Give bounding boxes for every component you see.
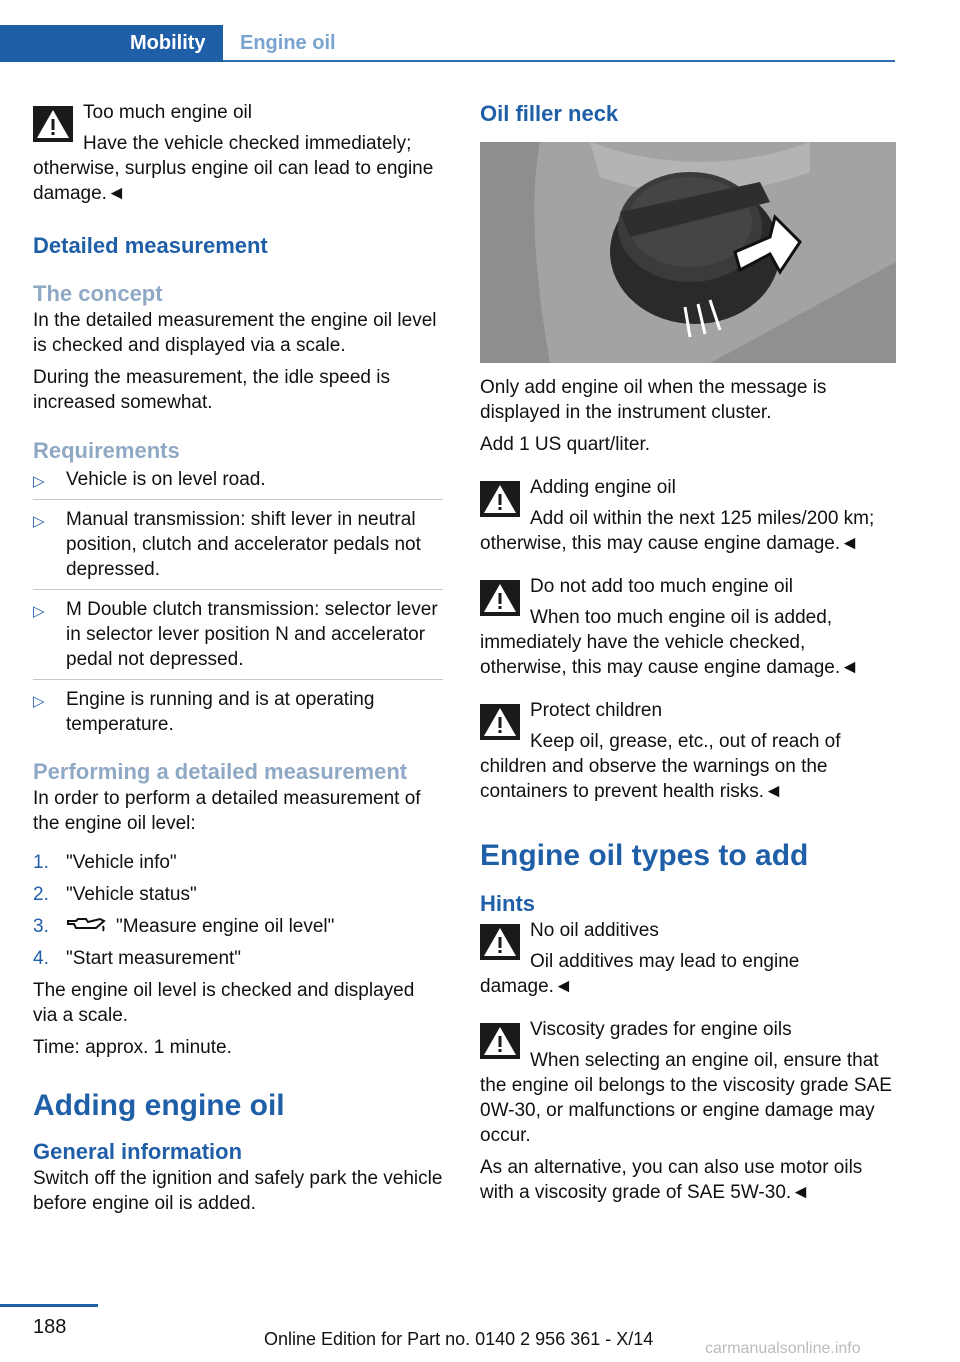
warning-title: No oil additives	[530, 920, 659, 941]
warning-title: Adding engine oil	[530, 477, 676, 498]
warning-text: Add oil within the next 125 miles/200 km; otherwise, this may cause engine damage.◄	[480, 508, 875, 554]
list-item: ▷ M Double clutch transmission: selector lever in selector lever position N and accelerator pedal not depressed.	[33, 597, 443, 680]
heading-oil-filler-neck: Oil filler neck	[480, 101, 619, 126]
heading-general-information: General information	[33, 1139, 243, 1164]
heading-adding-engine-oil: Adding engine oil	[33, 1089, 285, 1122]
list-item: ▷ Engine is running and is at operating temperature.	[33, 689, 375, 735]
list-item: 1. "Vehicle info"	[33, 852, 177, 873]
warning-title: Protect children	[530, 700, 663, 721]
alternative-paragraph: As an alternative, you can also use motor oils with a viscosity grade of SAE 5W-30.◄	[480, 1157, 863, 1203]
steps-list	[33, 850, 443, 971]
list-item: ▷ Manual transmission: shift lever in neutral position, clutch and accelerator pedals not depressed.	[33, 507, 443, 590]
warning-text: Oil additives may lead to engine damage.◄	[480, 951, 800, 997]
general-paragraph: Switch off the ignition and safely park the vehicle before engine oil is added.	[33, 1168, 443, 1214]
concept-paragraph-2: During the measurement, the idle speed is increased somewhat.	[33, 367, 390, 413]
footer-rule	[0, 1304, 98, 1307]
warning-triangle-icon	[33, 106, 73, 142]
heading-performing-measurement: Performing a detailed measurement	[33, 759, 408, 784]
warning-title: Do not add too much engine oil	[530, 576, 794, 597]
warning-text: When too much engine oil is added, immediately have the vehicle checked, otherwise, this may cause engine damage.◄	[480, 607, 859, 678]
right-column	[480, 100, 896, 1212]
topic-tab-engine-oil: Engine oil	[240, 32, 336, 54]
list-item: 4. "Start measurement"	[33, 948, 242, 969]
filler-paragraph-1: Only add engine oil when the message is displayed in the instrument cluster.	[480, 377, 827, 423]
heading-hints: Hints	[480, 891, 535, 916]
list-item: 2. "Vehicle status"	[33, 884, 197, 905]
warning-adding-engine-oil	[480, 475, 896, 556]
heading-detailed-measurement: Detailed measurement	[33, 233, 268, 258]
warning-triangle-icon	[480, 580, 520, 616]
after-paragraph-2: Time: approx. 1 minute.	[33, 1037, 232, 1058]
warning-viscosity-grades	[480, 1017, 896, 1148]
page-number: 188	[33, 1316, 67, 1338]
bullet-triangle-icon: ▷	[33, 513, 45, 530]
filler-paragraph-2: Add 1 US quart/liter.	[480, 434, 651, 455]
bullet-triangle-icon: ▷	[33, 603, 45, 620]
warning-text: Have the vehicle checked immediately; otherwise, surplus engine oil can lead to engine damage.◄	[33, 133, 434, 204]
oil-filler-neck-photo	[480, 142, 896, 363]
warning-too-much-oil	[33, 100, 443, 206]
warning-title: Viscosity grades for engine oils	[530, 1019, 792, 1040]
warning-do-not-add-too-much	[480, 574, 896, 680]
requirements-list	[33, 467, 443, 744]
watermark: carmanualsonline.info	[705, 1340, 861, 1357]
list-item: ▷ Vehicle is on level road.	[33, 467, 443, 500]
bullet-triangle-icon: ▷	[33, 693, 45, 710]
engine-oil-can-icon	[66, 916, 106, 934]
warning-protect-children	[480, 698, 896, 804]
heading-engine-oil-types: Engine oil types to add	[480, 839, 809, 872]
list-item: 3. "Measure engine oil level"	[33, 916, 335, 937]
warning-text: When selecting an engine oil, ensure that the engine oil belongs to the viscosity grade SAE 0W-30, or malfunctions or engine damage may occur.	[480, 1050, 892, 1146]
left-column	[33, 100, 443, 1223]
section-tab-mobility: Mobility	[0, 25, 223, 62]
warning-triangle-icon	[480, 1023, 520, 1059]
online-edition-note: Online Edition for Part no. 0140 2 956 361 - X/14	[264, 1329, 654, 1349]
heading-the-concept: The concept	[33, 281, 163, 306]
performing-paragraph: In order to perform a detailed measurement of the engine oil level:	[33, 788, 421, 834]
heading-requirements: Requirements	[33, 438, 180, 463]
warning-no-oil-additives	[480, 918, 896, 999]
warning-title: Too much engine oil	[83, 102, 252, 123]
after-paragraph-1: The engine oil level is checked and displayed via a scale.	[33, 980, 415, 1026]
warning-triangle-icon	[480, 924, 520, 960]
warning-triangle-icon	[480, 704, 520, 740]
bullet-triangle-icon: ▷	[33, 473, 45, 490]
page-header	[0, 25, 895, 62]
concept-paragraph-1: In the detailed measurement the engine oil level is checked and displayed via a scale.	[33, 310, 437, 356]
warning-triangle-icon	[480, 481, 520, 517]
warning-text: Keep oil, grease, etc., out of reach of children and observe the warnings on the containers to prevent health risks.◄	[480, 731, 841, 802]
